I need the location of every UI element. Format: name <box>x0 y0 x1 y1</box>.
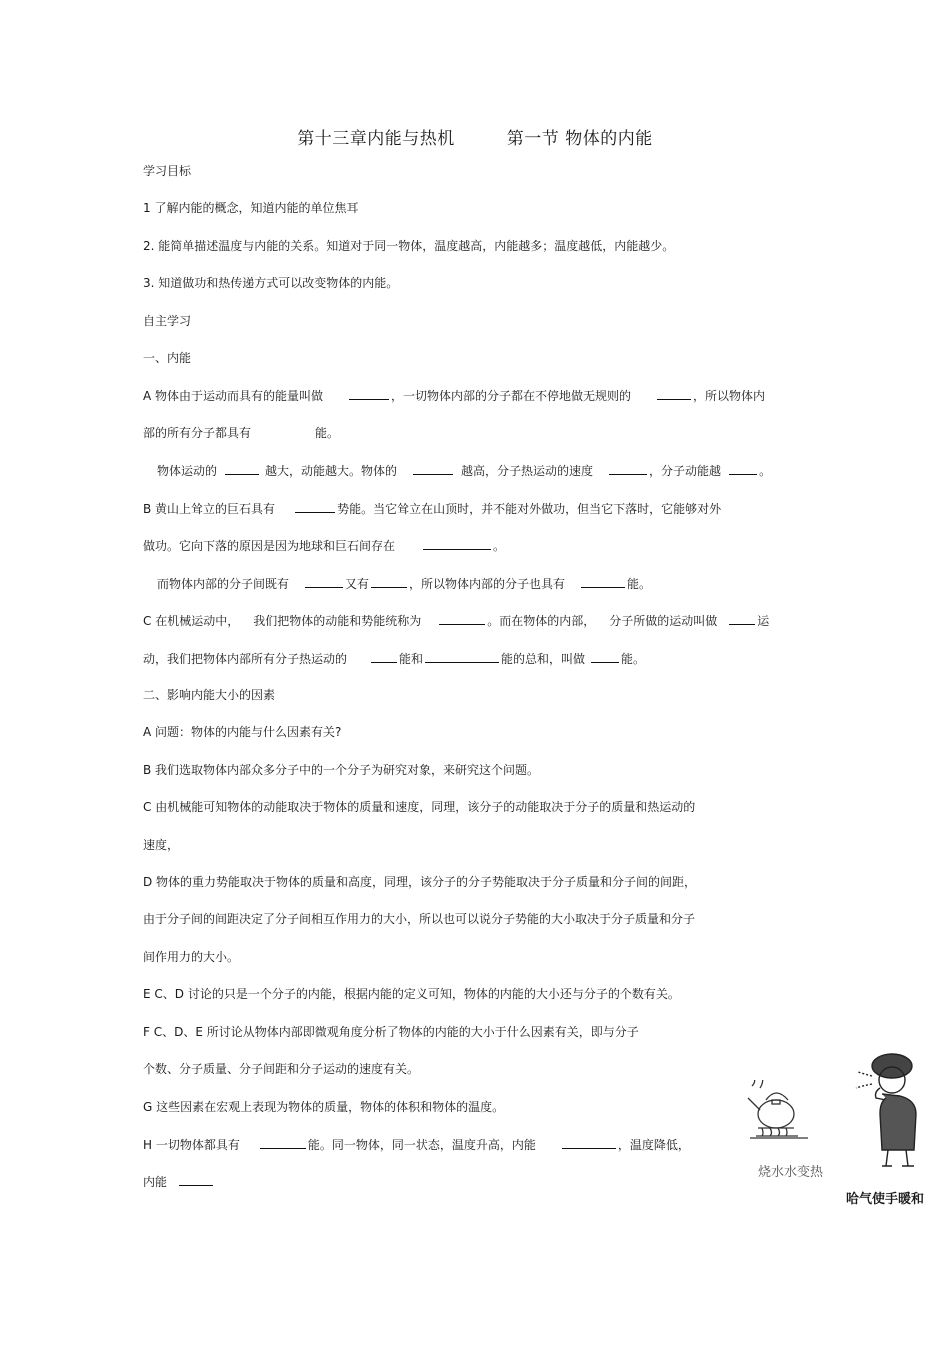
answer-blank[interactable] <box>425 650 499 663</box>
goal-2: 2. 能简单描述温度与内能的关系。知道对于同一物体，温度越高，内能越多；温度越低，内能越少。 <box>143 239 675 253</box>
question-a-line-1: A 物体由于运动而具有的能量叫做 ，一切物体内部的分子都在不停地做无规则的 ，所以物体内 <box>143 389 766 403</box>
answer-blank[interactable] <box>581 575 625 588</box>
question-b-line-3: 而物体内部的分子间既有 又有 ，所以物体内部的分子也具有 能。 <box>157 577 652 591</box>
answer-blank[interactable] <box>349 387 389 400</box>
page-title <box>0 124 950 149</box>
question-f2-line-1: F C、D、E 所讨论从物体内部即微观角度分析了物体的内能的大小于什么因素有关，即与分子 <box>143 1025 639 1039</box>
question-g2: G 这些因素在宏观上表现为物体的质量，物体的体积和物体的温度。 <box>143 1100 505 1114</box>
goals-heading: 学习目标 <box>143 164 192 178</box>
question-f2-line-2: 个数、分子质量、分子间距和分子运动的速度有关。 <box>143 1062 420 1076</box>
answer-blank[interactable] <box>225 462 259 475</box>
answer-blank[interactable] <box>609 462 647 475</box>
question-d2-line-2: 由于分子间的间距决定了分子间相互作用力的大小，所以也可以说分子势能的大小取决于分子质量和分子 <box>143 912 696 926</box>
answer-blank[interactable] <box>439 612 485 625</box>
question-b2: B 我们选取物体内部众多分子中的一个分子为研究对象，来研究这个问题。 <box>143 763 540 777</box>
question-d2-line-1: D 物体的重力势能取决于物体的质量和高度，同理，该分子的分子势能取决于分子质量和分子间的间距， <box>143 875 697 889</box>
question-d2-line-3: 间作用力的大小。 <box>143 950 240 964</box>
kettle-caption: 烧水水变热 <box>758 1165 824 1180</box>
question-b-line-2: 做功。它向下落的原因是因为地球和巨石间存在 。 <box>143 539 506 553</box>
answer-blank[interactable] <box>260 1136 306 1149</box>
answer-blank[interactable] <box>729 462 757 475</box>
question-h-line-2: 内能 <box>143 1173 215 1190</box>
question-a2: A 问题：物体的内能与什么因素有关? <box>143 725 342 739</box>
goal-3: 3. 知道做功和热传递方式可以改变物体的内能。 <box>143 276 399 290</box>
chapter-title: 第十三章内能与热机 <box>297 129 455 149</box>
answer-blank[interactable] <box>413 462 453 475</box>
answer-blank[interactable] <box>305 575 343 588</box>
goal-1: 1 了解内能的概念，知道内能的单位焦耳 <box>143 201 359 215</box>
answer-blank[interactable] <box>371 575 407 588</box>
person-caption: 哈气使手暖和 <box>846 1192 925 1207</box>
section-title: 第一节 物体的内能 <box>506 129 653 149</box>
answer-blank[interactable] <box>591 650 619 663</box>
question-c-line-2: 动，我们把物体内部所有分子热运动的 能和 能的总和，叫做 能。 <box>143 652 646 666</box>
question-b-line-1: B 黄山上耸立的巨石具有 势能。当它耸立在山顶时，并不能对外做功，但当它下落时，它能够对外 <box>143 502 722 516</box>
question-a-line-3: 物体运动的 越大，动能越大。物体的 越高，分子热运动的速度 ，分子动能越 。 <box>157 464 772 478</box>
kettle-icon <box>742 1080 824 1142</box>
self-study-heading: 自主学习 <box>143 314 192 328</box>
part2-heading: 二、影响内能大小的因素 <box>143 688 276 702</box>
question-h-line-1: H 一切物体都具有 能。同一物体，同一状态，温度升高，内能 ，温度降低， <box>143 1138 690 1152</box>
answer-blank[interactable] <box>562 1136 616 1149</box>
question-a-line-2: 部的所有分子都具有 能。 <box>143 426 340 440</box>
answer-blank[interactable] <box>295 500 335 513</box>
answer-blank[interactable] <box>657 387 691 400</box>
question-c2-line-2: 速度， <box>143 838 180 852</box>
answer-blank[interactable] <box>423 537 491 550</box>
question-e2: E C、D 讨论的只是一个分子的内能，根据内能的定义可知，物体的内能的大小还与分子的个数有关。 <box>143 987 680 1001</box>
answer-blank[interactable] <box>371 650 397 663</box>
person-icon <box>842 1052 934 1170</box>
answer-blank[interactable] <box>729 612 755 625</box>
part1-heading: 一、内能 <box>143 351 192 365</box>
question-c2-line-1: C 由机械能可知物体的动能取决于物体的质量和速度，同理，该分子的动能取决于分子的质量和热运动的 <box>143 800 696 814</box>
question-c-line-1: C 在机械运动中， 我们把物体的动能和势能统称为 。而在物体的内部， 分子所做的运动叫做 运 <box>143 614 770 628</box>
answer-blank[interactable] <box>179 1173 213 1186</box>
